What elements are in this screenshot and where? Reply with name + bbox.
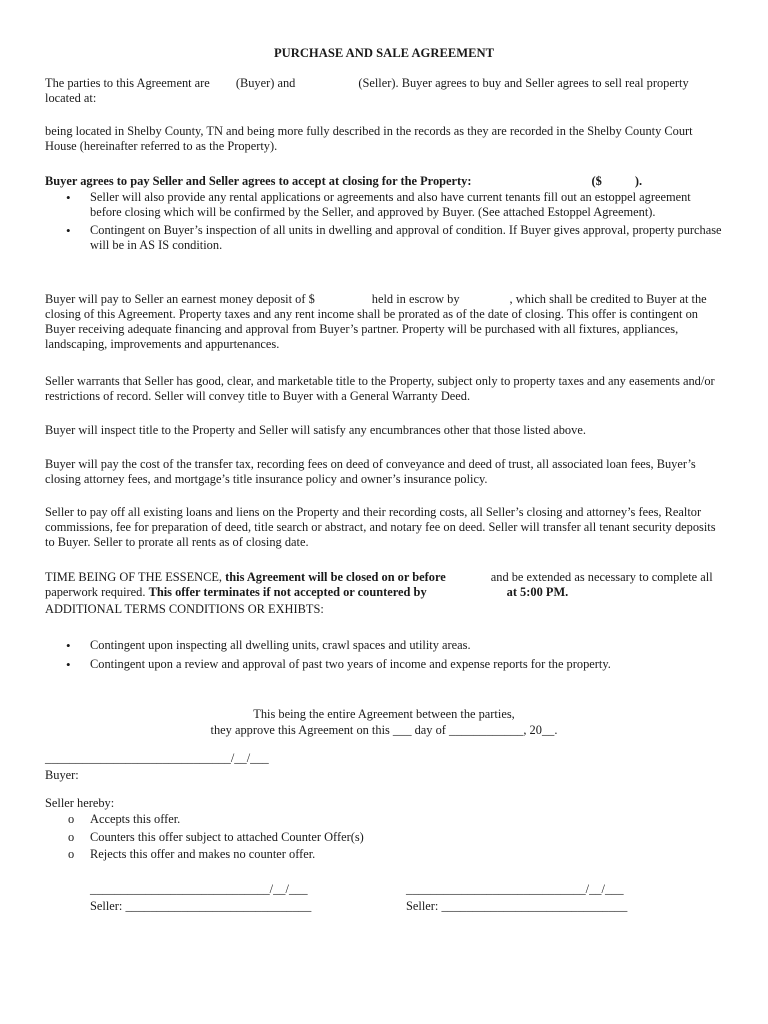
payment-amount-close: ). xyxy=(634,174,643,188)
seller-1-signature-label: Seller: ______________________________ xyxy=(90,899,312,913)
seller-1-signature-line: _____________________________/__/___ xyxy=(90,882,308,896)
time-of-essence-paragraph xyxy=(45,570,725,600)
seller-2-signature-line: _____________________________/__/___ xyxy=(406,882,624,896)
option-counter: o Counters this offer subject to attached Counter Offer(s) xyxy=(45,830,725,848)
parties-text-2: (Buyer) and xyxy=(235,76,296,90)
title-warranty-paragraph: Seller warrants that Seller has good, clear, and marketable title to the Property, subject only to property taxes and any easements and/or restrictions of record. Seller will convey title to Buyer with a General Warranty Deed. xyxy=(45,374,715,403)
closing-statement-line-2: they approve this Agreement on this ___ day of ____________, 20__. xyxy=(210,723,558,737)
list-item: • Seller will also provide any rental applications or agreements and also have current tenants fill out an estoppel agreement before closing which will be confirmed by the Seller, and approved by Buyer. (See attached Estoppel Agreement). xyxy=(45,190,725,220)
essence-text-4: This offer terminates if not accepted or countered by xyxy=(148,585,427,599)
parties-text-3: (Seller). Buyer agrees to buy and Seller agrees to sell real property located at: xyxy=(45,76,689,105)
list-item: • Contingent upon a review and approval of past two years of income and expense reports for the property. xyxy=(45,657,725,672)
essence-text-2: this Agreement will be closed on or before xyxy=(225,570,446,584)
document-title: PURCHASE AND SALE AGREEMENT xyxy=(273,46,495,60)
seller-2-signature-label: Seller: ______________________________ xyxy=(406,899,628,913)
earnest-text-3: , which shall be credited to Buyer at the closing of this Agreement. Property taxes and any rent income shall be prorated as of the date of closing. This offer is contingent on Buyer receiving adequate financing and approval from Buyer’s partner. Property will be purchased with all fixtures, appliances, landscaping, improvements and appurtenances. xyxy=(45,292,707,351)
earnest-money-paragraph xyxy=(45,292,725,352)
seller-obligations-list xyxy=(45,190,725,253)
parties-text-1: The parties to this Agreement are xyxy=(45,76,210,90)
earnest-text-1: Buyer will pay to Seller an earnest money deposit of $ xyxy=(45,292,315,306)
option-accept: o Accepts this offer. xyxy=(45,812,725,830)
list-item: • Contingent upon inspecting all dwelling units, crawl spaces and utility areas. xyxy=(45,638,725,653)
additional-terms-list xyxy=(45,638,725,672)
seller-response-options xyxy=(45,812,725,865)
buyer-signature-label: Buyer: xyxy=(45,768,79,782)
payment-lead: Buyer agrees to pay Seller and Seller agrees to accept at closing for the Property: xyxy=(45,174,472,188)
payment-amount-open: ($ xyxy=(591,174,602,188)
seller-payoff-paragraph: Seller to pay off all existing loans and liens on the Property and their recording costs, all Seller’s closing and attorney’s fees, Realtor commissions, fee for preparation of deed, title search or abstract, and notary fee on deed. Seller will transfer all tenant security deposits to Buyer. Seller to prorate all rents as of closing date. xyxy=(45,505,716,549)
buyer-signature-line: ______________________________/__/___ xyxy=(45,751,269,765)
location-paragraph: being located in Shelby County, TN and being more fully described in the records as they are recorded in the Shelby County Court House (hereinafter referred to as the Property). xyxy=(45,124,693,153)
parties-paragraph xyxy=(45,76,725,106)
option-reject: o Rejects this offer and makes no counter offer. xyxy=(45,847,725,865)
earnest-text-2: held in escrow by xyxy=(371,292,460,306)
closing-statement-line-1: This being the entire Agreement between the parties, xyxy=(253,707,515,721)
essence-text-5: at 5:00 PM. xyxy=(506,585,569,599)
additional-terms-heading: ADDITIONAL TERMS CONDITIONS OR EXHIBTS: xyxy=(45,602,324,616)
title-inspection-paragraph: Buyer will inspect title to the Property and Seller will satisfy any encumbrances other that those listed above. xyxy=(45,423,586,437)
payment-clause xyxy=(45,174,725,189)
essence-text-3: and be extended as necessary to complete all paperwork required. xyxy=(45,570,713,599)
essence-text-1: TIME BEING OF THE ESSENCE, xyxy=(45,570,223,584)
seller-hereby-label: Seller hereby: xyxy=(45,796,115,810)
transfer-costs-paragraph: Buyer will pay the cost of the transfer tax, recording fees on deed of conveyance and deed of trust, all associated loan fees, Buyer’s closing attorney fees, and mortgage’s title insurance policy and owner’s insurance policy. xyxy=(45,457,696,486)
list-item: • Contingent on Buyer’s inspection of all units in dwelling and approval of condition. If Buyer gives approval, property purchase will be in AS IS condition. xyxy=(45,223,725,253)
